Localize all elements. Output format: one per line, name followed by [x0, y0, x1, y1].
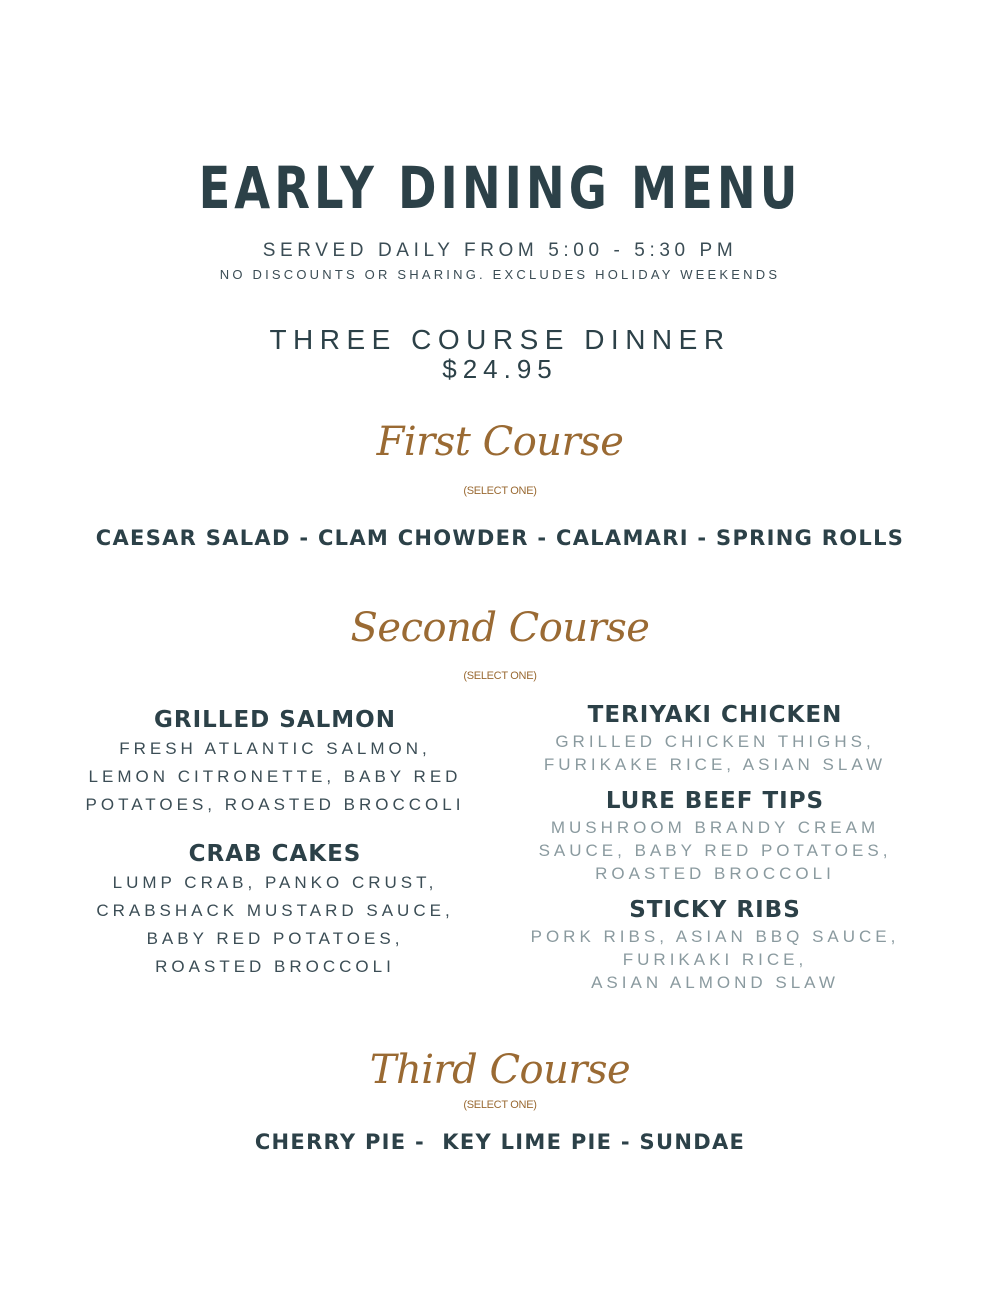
dish-description-line: ROASTED BROCCOLI [595, 864, 835, 883]
dish-description-line: POTATOES, ROASTED BROCCOLI [85, 795, 465, 814]
dish-name: LURE BEEF TIPS [605, 788, 825, 814]
dish-item [500, 700, 930, 776]
dish-description-line: FURIKAKI RICE, [622, 950, 808, 969]
restrictions-note: NO DISCOUNTS OR SHARING. EXCLUDES HOLIDAY WEEKENDS [219, 267, 781, 282]
dish-description-line: LUMP CRAB, PANKO CRUST, [112, 873, 438, 892]
dish-description-line: SAUCE, BABY RED POTATOES, [538, 841, 892, 860]
second-course-heading: Second Course [350, 605, 650, 651]
third-course-heading: Third Course [369, 1047, 631, 1093]
dish-item [60, 705, 490, 819]
first-course-select-note: (SELECT ONE) [463, 485, 537, 497]
dish-description-line: FURIKAKE RICE, ASIAN SLAW [543, 755, 887, 774]
dish-description-line: GRILLED CHICKEN THIGHS, [555, 732, 875, 751]
dish-description-line: ROASTED BROCCOLI [155, 957, 395, 976]
second-course-right-column [500, 700, 930, 994]
dish-description-line: BABY RED POTATOES, [146, 929, 404, 948]
dish-item [500, 895, 930, 994]
first-course-heading: First Course [376, 419, 624, 465]
dish-description-line: FRESH ATLANTIC SALMON, [119, 739, 431, 758]
dish-item [60, 839, 490, 981]
offer-name: THREE COURSE DINNER [269, 324, 731, 355]
menu-title: EARLY DINING MENU [198, 154, 802, 222]
dish-name: STICKY RIBS [629, 897, 801, 923]
dish-name: GRILLED SALMON [154, 707, 396, 733]
dish-description-line: ASIAN ALMOND SLAW [591, 973, 839, 992]
first-course-items: CAESAR SALAD - CLAM CHOWDER - CALAMARI - SPRING ROLLS [95, 526, 905, 550]
second-course-select-note: (SELECT ONE) [463, 670, 537, 682]
second-course-left-column [60, 705, 490, 981]
dish-description-line: CRABSHACK MUSTARD SAUCE, [96, 901, 454, 920]
third-course-select-note: (SELECT ONE) [463, 1099, 537, 1111]
dish-description-line: MUSHROOM BRANDY CREAM [550, 818, 880, 837]
serving-hours: SERVED DAILY FROM 5:00 - 5:30 PM [262, 240, 738, 261]
dish-description-line: LEMON CITRONETTE, BABY RED [88, 767, 462, 786]
third-course-items: CHERRY PIE - KEY LIME PIE - SUNDAE [254, 1130, 746, 1154]
dish-name: TERIYAKI CHICKEN [587, 702, 843, 728]
dish-name: CRAB CAKES [188, 841, 362, 867]
offer-price: $24.95 [442, 354, 558, 384]
dish-item [500, 786, 930, 885]
dish-description-line: PORK RIBS, ASIAN BBQ SAUCE, [530, 927, 900, 946]
